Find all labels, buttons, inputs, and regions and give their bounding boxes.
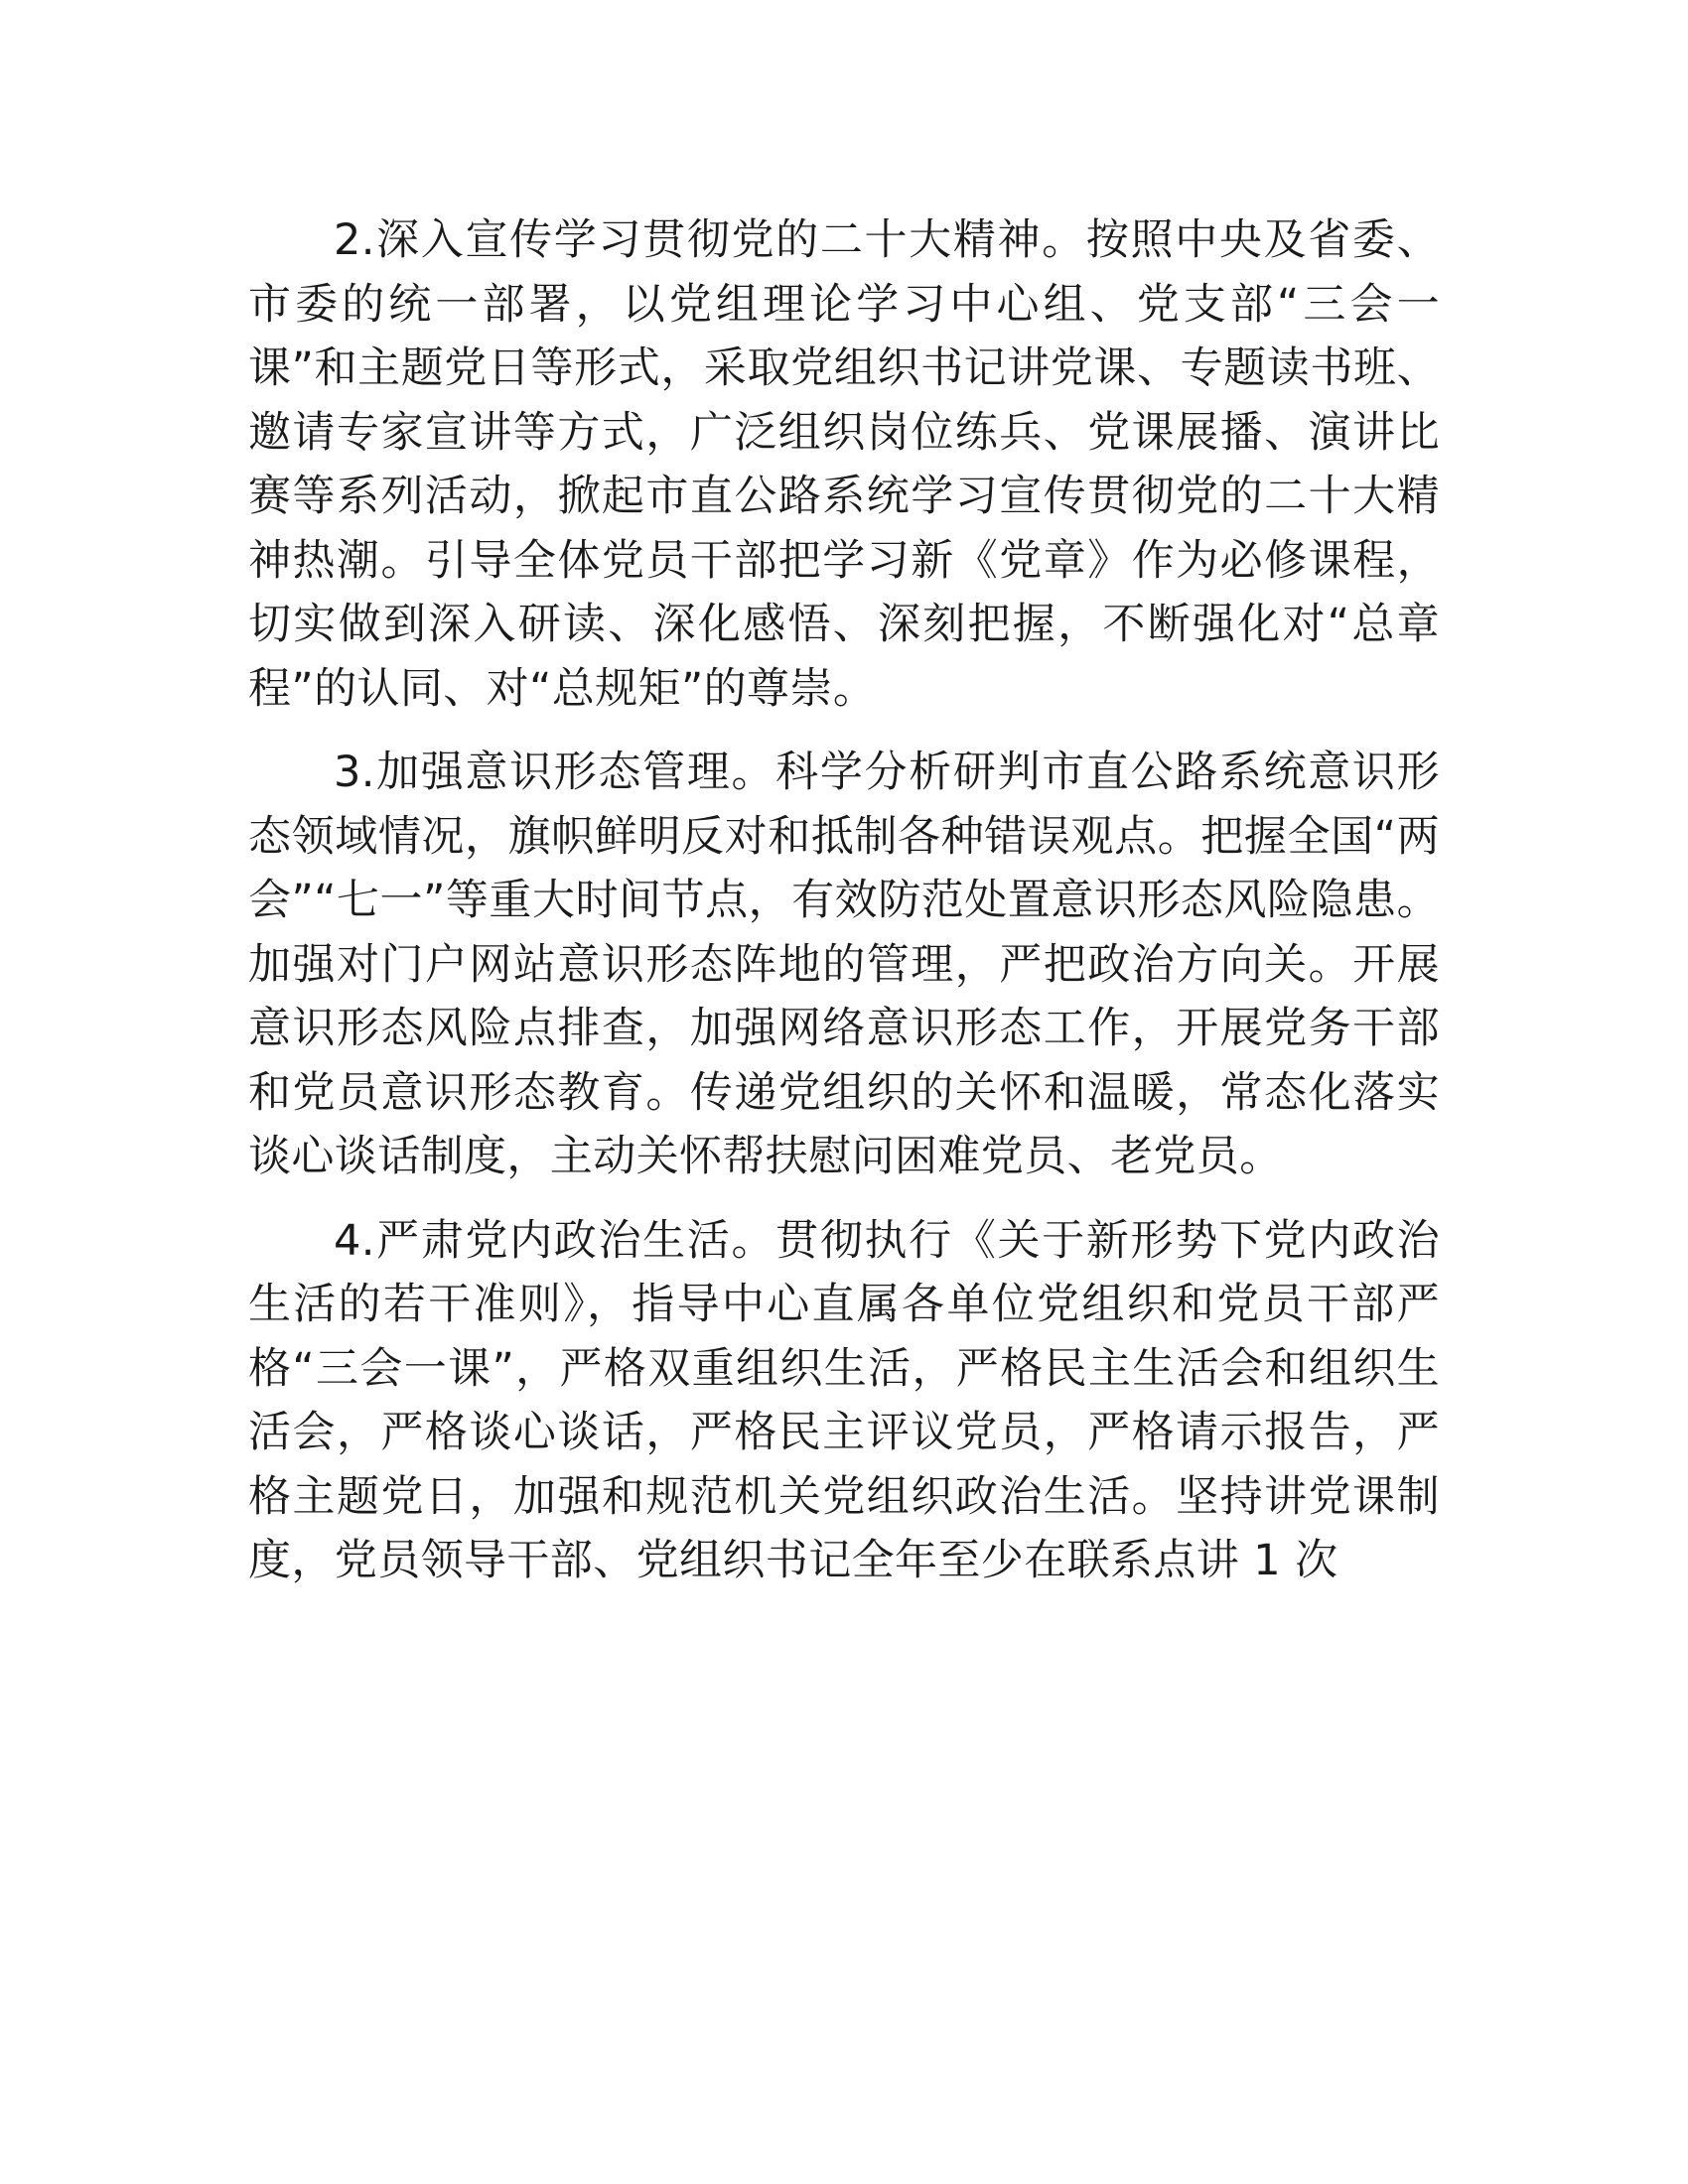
paragraph-ideology-study: 2.深入宣传学习贯彻党的二十大精神。按照中央及省委、市委的统一部署，以党组理论学习中心组、党支部“三会一课”和主题党日等形式，采取党组织书记讲党课、专题读书班、邀请专家宣讲等方式，广泛组织岗位练兵、党课展播、演讲比赛等系列活动，掀起市直公路系统学习宣传贯彻党的二十大精神热潮。引导全体党员干部把学习新《党章》作为必修课程，切实做到深入研读、深化感悟、深刻把握，不断强化对“总章程”的认同、对“总规矩”的尊崇。 [248, 215, 1440, 714]
paragraph-political-life: 4.严肃党内政治生活。贯彻执行《关于新形势下党内政治生活的若干准则》，指导中心直属各单位党组织和党员干部严格“三会一课”，严格双重组织生活，严格民主生活会和组织生活会，严格谈心谈话，严格民主评议党员，严格请示报告，严格主题党日，加强和规范机关党组织政治生活。坚持讲党课制度，党员领导干部、党组织书记全年至少在联系点讲 1 次 [248, 1215, 1440, 1585]
paragraph-ideology-management: 3.加强意识形态管理。科学分析研判市直公路系统意识形态领域情况，旗帜鲜明反对和抵制各种错误观点。把握全国“两会”“七一”等重大时间节点，有效防范处置意识形态风险隐患。加强对门户网站意识形态阵地的管理，严把政治方向关。开展意识形态风险点排查，加强网络意识形态工作，开展党务干部和党员意识形态教育。传递党组织的关怀和温暖，常态化落实谈心谈话制度，主动关怀帮扶慰问困难党员、老党员。 [248, 748, 1440, 1181]
document-body [248, 208, 1440, 1613]
